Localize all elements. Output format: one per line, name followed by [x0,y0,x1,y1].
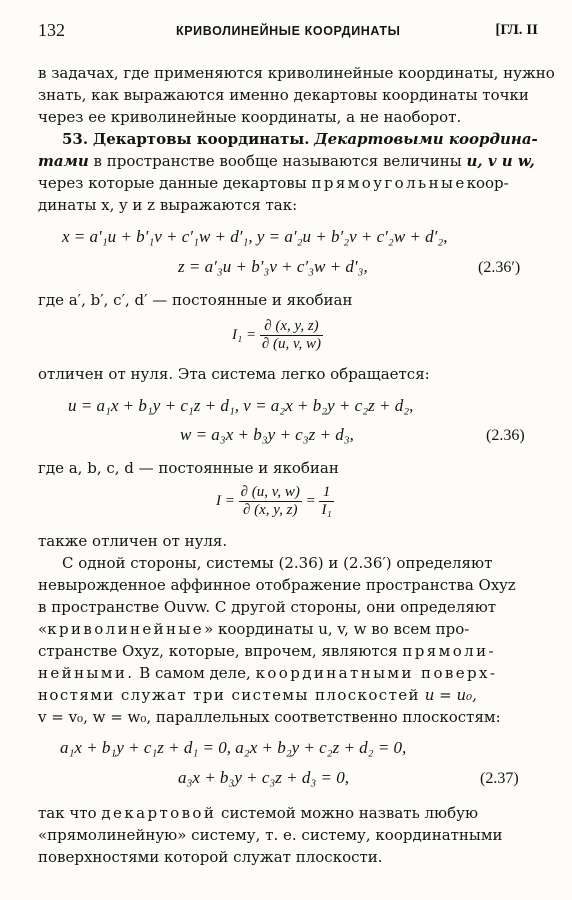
spaced-word: ностями служат три системы плоскостей [38,686,420,704]
spaced-word: криволинейные [47,620,205,638]
paragraph-line: в задачах, где применяются криволинейные координаты, нужно [38,64,555,82]
equation-236-line2: w = a₃x + b₃y + c₃z + d₃, [180,425,354,444]
section-line [38,150,536,172]
reciprocal-fraction [319,484,333,519]
jacobian-lhs: I₁ = [232,326,257,343]
equation-237-line2: a₃x + b₃y + c₃z + d₃ = 0, [178,768,350,787]
equation-number: (2.36′) [478,259,521,276]
fraction-numerator: 1 [319,484,333,502]
equation-number: (2.36) [486,427,525,444]
equation-236-line1: u = a₁x + b₁y + c₁z + d₁, v = a₂x + b₂y + c₂z + d₂, [68,396,414,415]
section-text: в пространстве вообще называются величины [93,152,462,170]
paragraph-line: также отличен от нуля. [38,532,228,550]
section-heading-line [62,128,536,150]
fraction-numerator: ∂ (x, y, z) [260,318,323,336]
fraction-denominator: I₁ [321,502,332,518]
spaced-word: координатными поверх- [255,664,498,682]
section-line [38,172,536,194]
page-header [38,20,538,44]
running-head: КРИВОЛИНЕЙНЫЕ КООРДИНАТЫ [176,24,401,38]
section-vars: u, v и w, [466,152,535,170]
paragraph-line [38,802,536,824]
paragraph-line [38,618,536,640]
fraction-denominator: ∂ (x, y, z) [242,502,298,518]
section-term-end: тами [38,152,89,170]
section-text: коор- [466,174,509,192]
chapter-marker: [ГЛ. II [495,22,538,38]
paragraph-line: v = v₀, w = w₀, параллельных соответственно плоскостям: [38,708,501,726]
jacobian-fraction [239,484,302,519]
paragraph-line [38,662,536,684]
paragraph-line [38,640,536,662]
equals-sign: = [305,492,316,509]
paragraph-text: В самом деле, [139,664,251,682]
jacobian-i [216,484,334,519]
equation-236prime-line2: z = a′₃u + b′₃v + c′₃w + d′₃, [178,257,368,276]
spaced-word: декартовой [101,804,217,822]
paragraph-line: невырожденное аффинное отображение пространства Oxyz [38,576,516,594]
paragraph-line: через ее криволинейные координаты, а не наоборот. [38,108,462,126]
jacobian-lhs: I = [216,492,235,509]
paragraph-text: системой можно назвать любую [221,804,479,822]
equation-236prime-line1: x = a′₁u + b′₁v + c′₁w + d′₁, y = a′₂u + b′₂v + c′₂w + d′₂, [62,227,448,246]
paragraph-line: поверхностями которой служат плоскости. [38,848,383,866]
paragraph-line: «прямолинейную» систему, т. е. систему, координатными [38,826,503,844]
paragraph-line: знать, как выражаются именно декартовы координаты точки [38,86,529,104]
math-inline: u = u₀, [424,686,477,704]
quote-open: « [38,620,48,638]
page-number: 132 [38,20,65,40]
paragraph-text: странстве Oxyz, которые, впрочем, являются [38,642,398,660]
paragraph-line: где a′, b′, c′, d′ — постоянные и якобиан [38,291,353,309]
spaced-word: прямоли- [402,642,496,660]
paragraph-line: где a, b, c, d — постоянные и якобиан [38,459,339,477]
section-text: через которые данные декартовы [38,174,307,192]
equation-number: (2.37) [480,770,519,787]
section-lead: Декартовыми координа- [314,130,538,148]
paragraph-line: С одной стороны, системы (2.36) и (2.36′) определяют [62,554,493,572]
section-title: Декартовы координаты. [92,130,310,148]
paragraph-text: так что [38,804,97,822]
fraction-numerator: ∂ (u, v, w) [240,484,300,500]
spaced-word: нейными. [38,664,135,682]
equation-237-line1: a₁x + b₁y + c₁z + d₁ = 0, a₂x + b₂y + c₂z + d₂ = 0, [60,738,407,757]
spaced-word: прямоугольные [311,174,467,192]
fraction-denominator: ∂ (u, v, w) [261,336,322,352]
paragraph-line [38,684,536,706]
paragraph-line: в пространстве Ouvw. С другой стороны, они определяют [38,598,497,616]
paragraph-line: отличен от нуля. Эта система легко обращается: [38,365,430,383]
section-number: 53. [62,130,89,148]
section-line: динаты x, y и z выражаются так: [38,196,298,214]
jacobian-fraction [260,318,323,353]
paragraph-text: » координаты u, v, w во всем про- [204,620,470,638]
jacobian-i1 [232,318,323,353]
